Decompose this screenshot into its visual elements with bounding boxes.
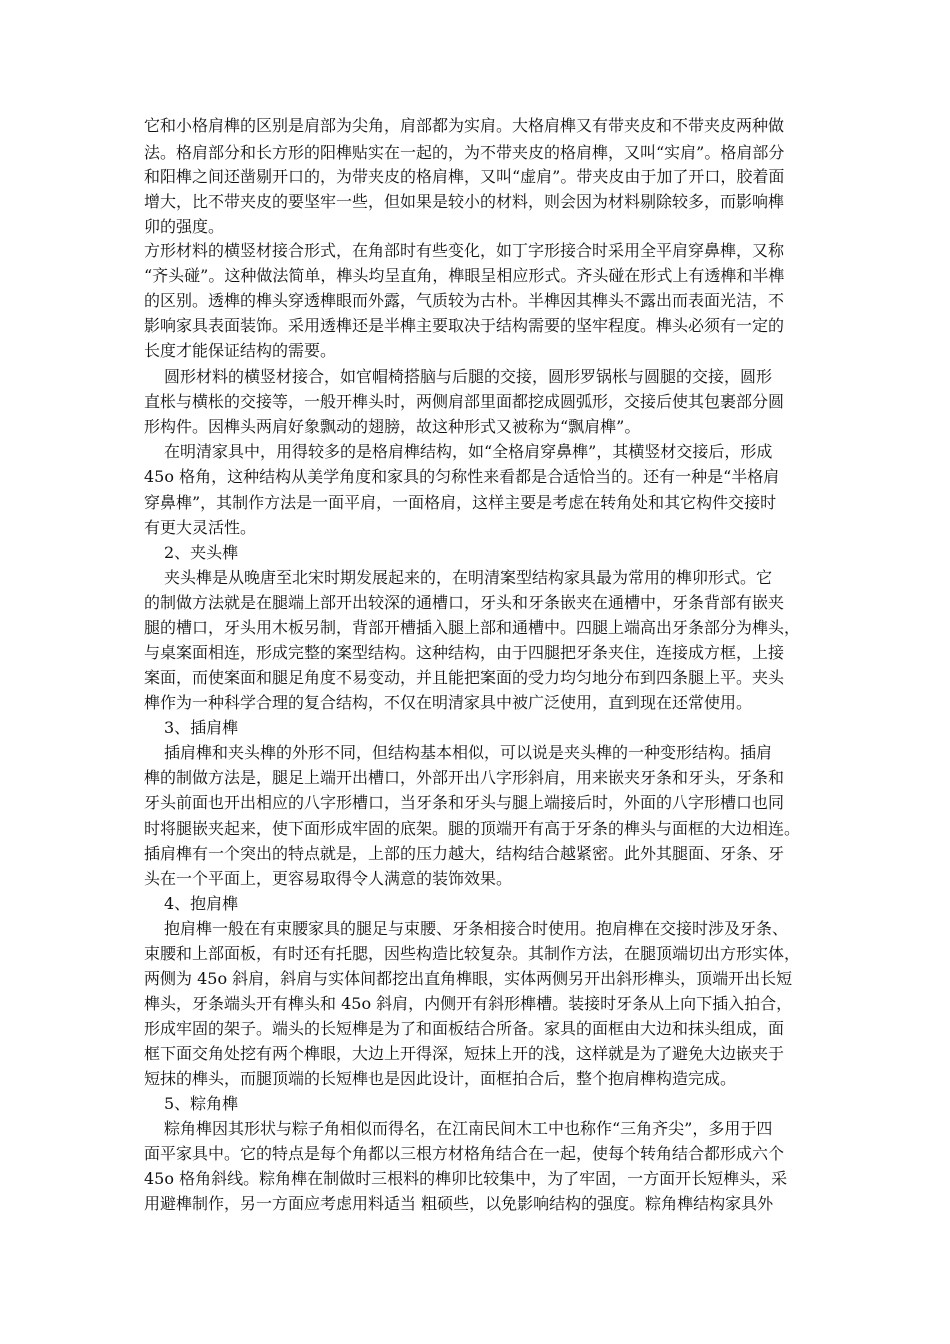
text-line: 长度才能保证结构的需要。 (144, 341, 337, 360)
text-line: 榫的制做方法是，腿足上端开出槽口，外部开出八字形斜肩，用来嵌夹牙条和牙头，牙条和 (144, 768, 785, 787)
text-line: 与桌案面相连，形成完整的案型结构。这种结构，由于四腿把牙条夹住，连接成方框，上接 (144, 643, 785, 662)
text-line: 穿鼻榫”，其制作方法是一面平肩，一面格肩，这样主要是考虑在转角处和其它构件交接时 (144, 493, 777, 512)
text-line: 时将腿嵌夹起来，使下面形成牢固的底架。腿的顶端开有高于牙条的榫头与面框的大边相连。 (144, 819, 801, 838)
section-heading: 5、粽角榫 (164, 1094, 239, 1113)
text-line: 粽角榫因其形状与粽子角相似而得名，在江南民间木工中也称作“三角齐尖”，多用于四 (164, 1119, 773, 1138)
text-line: 它和小格肩榫的区别是肩部为尖角，肩部都为实肩。大格肩榫又有带夹皮和不带夹皮两种做 (144, 116, 785, 135)
text-line: 插肩榫有一个突出的特点就是，上部的压力越大，结构结合越紧密。此外其腿面、牙条、牙 (144, 844, 785, 863)
text-line: 用避榫制作，另一方面应考虑用料适当 粗硕些，以免影响结构的强度。粽角榫结构家具外 (144, 1194, 774, 1213)
text-line: 45o 格角斜线。粽角榫在制做时三根料的榫卯比较集中，为了牢固，一方面开长短榫头，采 (144, 1169, 788, 1188)
text-line: 面平家具中。它的特点是每个角都以三根方材格角结合在一起，使每个转角结合都形成六个 (144, 1144, 785, 1163)
text-line: 的制做方法就是在腿端上部开出较深的通槽口，牙头和牙条嵌夹在通槽中，牙条背部有嵌夹 (144, 593, 785, 612)
text-line: 形构件。因榫头两肩好象飘动的翅膀，故这种形式又被称为“飘肩榫”。 (144, 417, 641, 436)
text-line: 影响家具表面装饰。采用透榫还是半榫主要取决于结构需要的坚牢程度。榫头必须有一定的 (144, 316, 785, 335)
text-line: 直枨与横枨的交接等，一般开榫头时，两侧肩部里面都挖成圆弧形，交接后使其包裹部分圆 (144, 392, 785, 411)
text-line: 圆形材料的横竖材接合，如官帽椅搭脑与后腿的交接，圆形罗锅枨与圆腿的交接，圆形 (164, 367, 773, 386)
text-line: 有更大灵活性。 (144, 518, 257, 537)
section-heading: 2、夹头榫 (164, 543, 239, 562)
section-heading: 4、抱肩榫 (164, 894, 239, 913)
text-line: 腿的槽口，牙头用木板另制，背部开槽插入腿上部和通槽中。四腿上端高出牙条部分为榫头， (144, 618, 801, 637)
text-line: 榫头，牙条端头开有榫头和 45o 斜肩，内侧开有斜形榫槽。装接时牙条从上向下插入拍合， (144, 994, 793, 1013)
text-line: 两侧为 45o 斜肩，斜肩与实体间都挖出直角榫眼，实体两侧另开出斜形榫头，顶端开出长短 (144, 969, 793, 988)
text-line: 方形材料的横竖材接合形式，在角部时有些变化，如丁字形接合时采用全平肩穿鼻榫，又称 (144, 241, 785, 260)
text-line: 束腰和上部面板，有时还有托腮，因些构造比较复杂。其制作方法，在腿顶端切出方形实体， (144, 944, 801, 963)
text-line: 的区别。透榫的榫头穿透榫眼而外露，气质较为古朴。半榫因其榫头不露出而表面光洁，不 (144, 291, 785, 310)
text-line: 抱肩榫一般在有束腰家具的腿足与束腰、牙条相接合时使用。抱肩榫在交接时涉及牙条、 (164, 919, 789, 938)
text-line: 插肩榫和夹头榫的外形不同，但结构基本相似，可以说是夹头榫的一种变形结构。插肩 (164, 743, 773, 762)
text-line: 榫作为一种科学合理的复合结构，不仅在明清家具中被广泛使用，直到现在还常使用。 (144, 693, 753, 712)
text-line: 在明清家具中，用得较多的是格肩榫结构，如“全格肩穿鼻榫”，其横竖材交接后，形成 (164, 442, 773, 461)
text-line: 和阳榫之间还凿剔开口的，为带夹皮的格肩榫，又叫“虚肩”。带夹皮由于加了开口，胶着面 (144, 167, 785, 186)
text-line: 短抹的榫头，而腿顶端的长短榫也是因此设计，面框拍合后，整个抱肩榫构造完成。 (144, 1069, 737, 1088)
section-heading: 3、插肩榫 (164, 718, 239, 737)
text-line: 增大，比不带夹皮的要坚牢一些，但如果是较小的材料，则会因为材料剔除较多，而影响榫 (144, 192, 785, 211)
text-line: 牙头前面也开出相应的八字形槽口，当牙条和牙头与腿上端接后时，外面的八字形槽口也同 (144, 793, 785, 812)
text-line: “齐头碰”。这种做法简单，榫头均呈直角，榫眼呈相应形式。齐头碰在形式上有透榫和半榫 (144, 266, 785, 285)
text-line: 案面，而使案面和腿足角度不易变动，并且能把案面的受力均匀地分布到四条腿上平。夹头 (144, 668, 785, 687)
text-line: 法。格肩部分和长方形的阳榫贴实在一起的，为不带夹皮的格肩榫，又叫“实肩”。格肩部分 (144, 143, 785, 162)
text-line: 头在一个平面上，更容易取得令人满意的装饰效果。 (144, 869, 513, 888)
text-line: 45o 格角，这种结构从美学角度和家具的匀称性来看都是合适恰当的。还有一种是“半格肩 (144, 467, 780, 486)
text-line: 卯的强度。 (144, 217, 225, 236)
text-line: 框下面交角处挖有两个榫眼，大边上开得深，短抹上开的浅，这样就是为了避免大边嵌夹于 (144, 1044, 785, 1063)
text-line: 夹头榫是从晚唐至北宋时期发展起来的，在明清案型结构家具最为常用的榫卯形式。它 (164, 568, 773, 587)
text-line: 形成牢固的架子。端头的长短榫是为了和面板结合所备。家具的面框由大边和抹头组成，面 (144, 1019, 785, 1038)
